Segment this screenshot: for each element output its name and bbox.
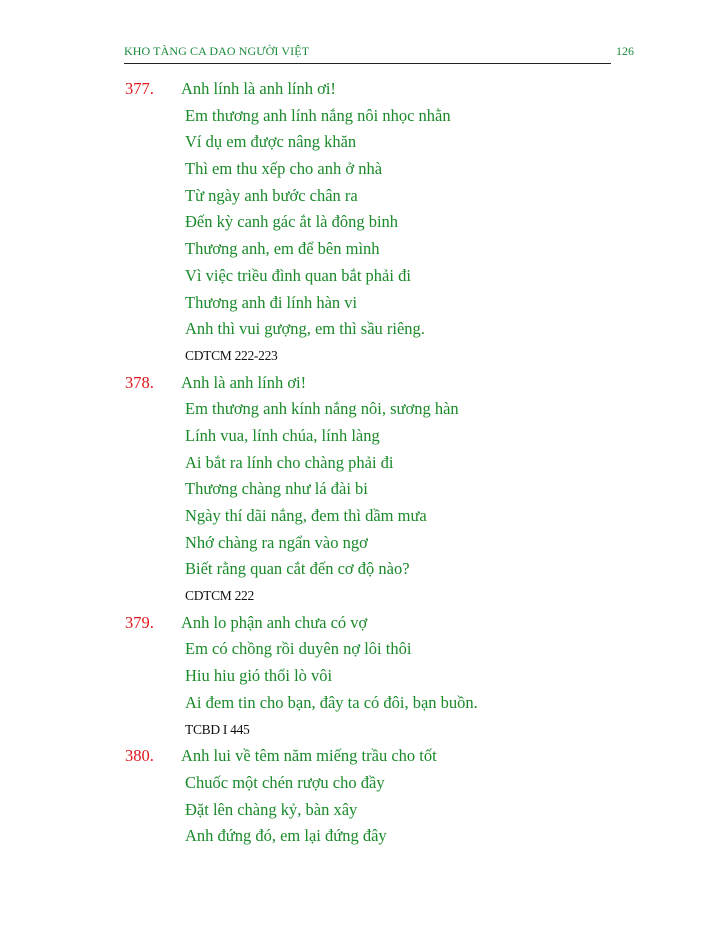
- poem-line: Ví dụ em được nâng khăn: [185, 132, 357, 152]
- poem-line: Biết rằng quan cắt đến cơ độ nào?: [185, 559, 410, 579]
- poem-first-row: [0, 743, 723, 770]
- poem-line: Đặt lên chàng kỷ, bàn xây: [185, 799, 358, 819]
- poem-number: 377.: [125, 79, 154, 98]
- poem-number: 380.: [125, 746, 154, 766]
- poem-line: Anh là anh lính ơi!: [181, 372, 307, 392]
- poem-380: [0, 743, 723, 850]
- poem-line: Ai đem tin cho bạn, đây ta có đôi, bạn buồn.: [185, 692, 478, 712]
- poem-line: Thì em thu xếp cho anh ở nhà: [185, 159, 383, 179]
- poem-list: [0, 76, 723, 850]
- poem-line: Em thương anh kính nắng nôi, sương hàn: [185, 399, 459, 419]
- poem-line: Thương chàng như lá đài bi: [185, 479, 368, 499]
- poem-line: Anh thì vui gượng, em thì sầu riêng.: [185, 319, 425, 339]
- poem-first-row: [0, 370, 723, 397]
- poem-line: Em thương anh lính nắng nôi nhọc nhằn: [185, 105, 451, 125]
- running-header: [124, 44, 634, 64]
- poem-line: Từ ngày anh bước chân ra: [185, 185, 358, 205]
- poem-379: [0, 610, 723, 743]
- poem-source: CDTCM 222-223: [185, 347, 278, 363]
- poem-source: CDTCM 222: [185, 588, 254, 604]
- page-number: 126: [616, 44, 634, 58]
- poem-line: Lính vua, lính chúa, lính làng: [185, 425, 380, 445]
- poem-line: Ngày thí dãi nắng, đem thì dầm mưa: [185, 506, 427, 525]
- poem-line: Thương anh đi lính hàn vi: [185, 292, 358, 312]
- header-divider: [124, 63, 611, 64]
- poem-first-row: [0, 610, 723, 637]
- poem-line: Đến kỳ canh gác ắt là đông binh: [185, 212, 399, 232]
- poem-line: Hiu hiu gió thổi lò vôi: [185, 666, 333, 686]
- poem-line: Vì việc triều đình quan bắt phải đi: [185, 265, 411, 285]
- poem-line: Chuốc một chén rượu cho đầy: [185, 772, 385, 792]
- poem-line: Em có chồng rồi duyên nợ lôi thôi: [185, 639, 412, 659]
- poem-378: [0, 370, 723, 610]
- poem-number: 379.: [125, 612, 154, 632]
- poem-377: [0, 76, 723, 370]
- poem-line: Anh lo phận anh chưa có vợ: [181, 612, 368, 632]
- poem-source: TCBD I 445: [185, 721, 250, 737]
- poem-first-row: [0, 76, 723, 103]
- poem-line: Anh đứng đó, em lại đứng đây: [185, 826, 387, 846]
- poem-line: Thương anh, em để bên mình: [185, 239, 380, 259]
- poem-number: 378.: [125, 372, 154, 392]
- poem-line: Anh lui về têm năm miếng trầu cho tốt: [181, 746, 437, 766]
- poem-line: Nhớ chàng ra ngẩn vào ngơ: [185, 532, 368, 552]
- poem-line: Anh lính là anh lính ơi!: [181, 79, 336, 98]
- poem-line: Ai bắt ra lính cho chàng phải đi: [185, 452, 394, 472]
- book-title: KHO TÀNG CA DAO NGƯỜI VIỆT: [124, 44, 310, 58]
